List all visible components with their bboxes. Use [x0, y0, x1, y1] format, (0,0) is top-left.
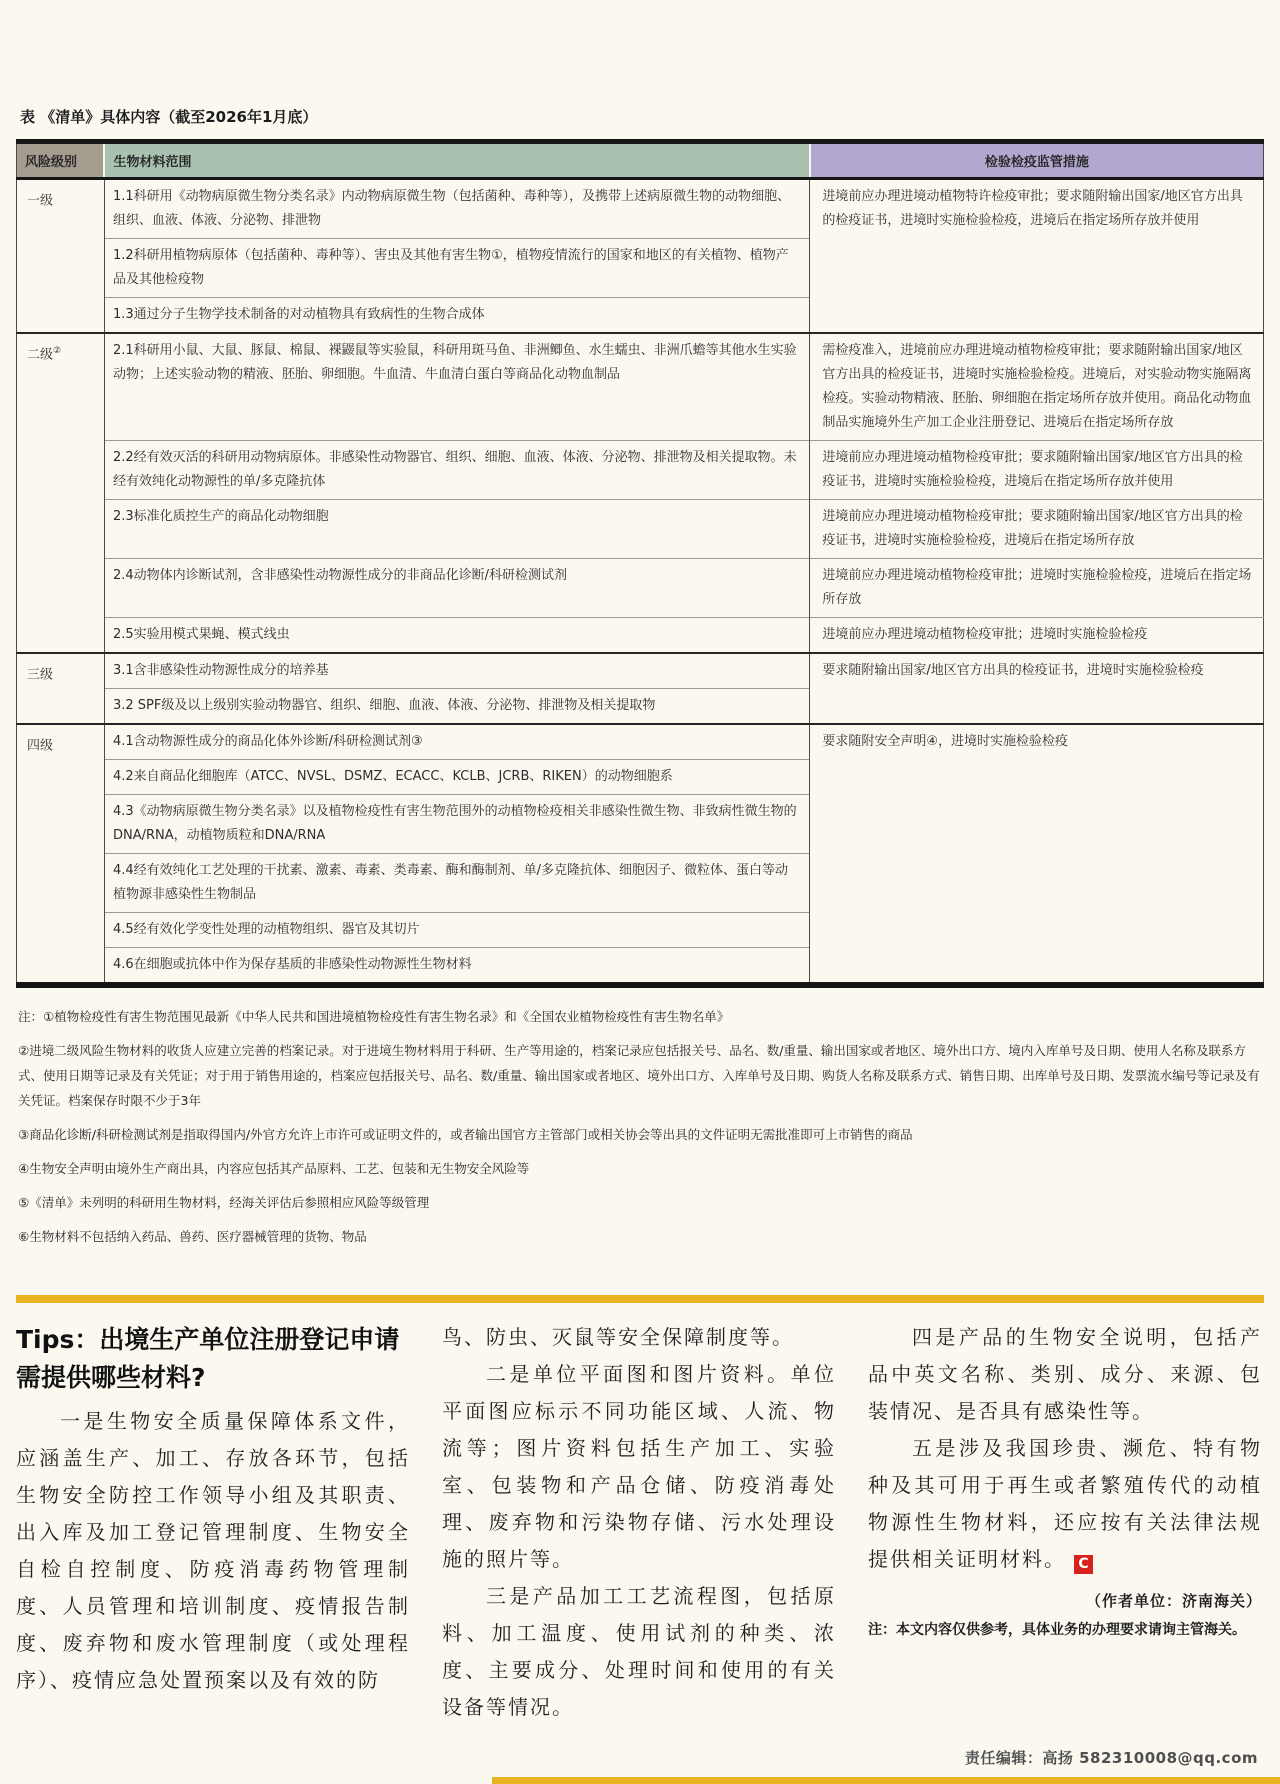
table-row: [17, 333, 1264, 441]
scope-cell-1-2: 1.2科研用植物病原体（包括菌种、毒种等）、害虫及其他有害生物①，植物疫情流行的国家和地区的有关植物、植物产品及其他检疫物: [104, 239, 809, 298]
scope-cell-1-3: 1.3通过分子生物学技术制备的对动植物具有致病性的生物合成体: [104, 298, 809, 334]
measure-cell-2-3: 进境前应办理进境动植物检疫审批；要求随附输出国家/地区官方出具的检疫证书，进境时实施检验检疫，进境后在指定场所存放: [810, 500, 1264, 559]
risk-level-4-label: 四级: [27, 738, 54, 754]
measure-cell-2-4: 进境前应办理进境动植物检疫审批；进境时实施检验检疫，进境后在指定场所存放: [810, 559, 1264, 618]
risk-level-3-label: 三级: [27, 667, 54, 683]
tips-column-3: [868, 1319, 1262, 1726]
measure-cell-level-3: 要求随附输出国家/地区官方出具的检疫证书，进境时实施检验检疫: [810, 653, 1264, 724]
scope-cell-2-1: 2.1科研用小鼠、大鼠、豚鼠、棉鼠、裸鼹鼠等实验鼠，科研用斑马鱼、非洲鲫鱼、水生蠕虫、非洲爪蟾等其他水生实验动物；上述实验动物的精液、胚胎、卵细胞。牛血清、牛血清白蛋白等商品化动物血制品: [104, 333, 809, 441]
table-row: [17, 500, 1264, 559]
footnote-2: ②进境二级风险生物材料的收货人应建立完善的档案记录。对于进境生物材料用于科研、生产等用途的，档案记录应包括报关号、品名、数/重量、输出国家或者地区、境外出口方、境内入库单号及日期、使用人名称及联系方式、使用日期等记录及有关凭证；对于用于销售用途的，档案应包括报关号、品名、数/重量、输出国家或者地区、境外出口方、入库单号及日期、购货人名称及联系方式、销售日期、出库单号及日期、发票流水编号等记录及有关凭证。档案保存时限不少于3年: [18, 1043, 1260, 1108]
footnote-6: ⑥生物材料不包括纳入药品、兽药、医疗器械管理的货物、物品: [18, 1229, 367, 1244]
magazine-page: [0, 106, 1280, 1784]
scope-cell-1-1: 1.1科研用《动物病原微生物分类名录》内动物病原微生物（包括菌种、毒种等），及携带上述病原微生物的动物细胞、组织、血液、体液、分泌物、排泄物: [104, 179, 809, 239]
table-row: [17, 179, 1264, 239]
tips-column-1: [16, 1319, 410, 1726]
tips-column-2: [442, 1319, 836, 1726]
scope-cell-2-3: 2.3标准化质控生产的商品化动物细胞: [104, 500, 809, 559]
table-header-row: [17, 142, 1264, 179]
footnote-4: ④生物安全声明由境外生产商出具，内容应包括其产品原料、工艺、包装和无生物安全风险等: [18, 1161, 530, 1176]
tips-paragraph-5-text: 五是涉及我国珍贵、濒危、特有物种及其可用于再生或者繁殖传代的动植物源性生物材料，还应按有关法律法规提供相关证明材料。: [868, 1436, 1262, 1571]
scope-cell-4-4: 4.4经有效纯化工艺处理的干扰素、激素、毒素、类毒素、酶和酶制剂、单/多克隆抗体、细胞因子、微粒体、蛋白等动植物源非感染性生物制品: [104, 854, 809, 913]
measure-cell-level-1: 进境前应办理进境动植物特许检疫审批；要求随附输出国家/地区官方出具的检疫证书，进境时实施检验检疫，进境后在指定场所存放并使用: [810, 179, 1264, 334]
footnote-5: ⑤《清单》未列明的科研用生物材料，经海关评估后参照相应风险等级管理: [18, 1195, 430, 1210]
risk-level-3-cell: [17, 653, 105, 724]
scope-cell-4-1: 4.1含动物源性成分的商品化体外诊断/科研检测试剂③: [104, 724, 809, 760]
disclaimer-note: 注：本文内容仅供参考，具体业务的办理要求请询主管海关。: [868, 1622, 1246, 1638]
gold-footer-bar: [492, 1777, 1280, 1784]
risk-level-2-sup: ②: [53, 346, 62, 356]
scope-cell-2-2: 2.2经有效灭活的科研用动物病原体。非感染性动物器官、组织、细胞、血液、体液、分泌物、排泄物及相关提取物。未经有效纯化动物源性的单/多克隆抗体: [104, 441, 809, 500]
tips-paragraph-4: 四是产品的生物安全说明，包括产品中英文名称、类别、成分、来源、包装情况、是否具有感染性等。: [868, 1325, 1262, 1423]
table-row: [17, 559, 1264, 618]
scope-cell-4-2: 4.2来自商品化细胞库（ATCC、NVSL、DSMZ、ECACC、KCLB、JCRB、RIKEN）的动物细胞系: [104, 760, 809, 795]
risk-level-2-label: 二级: [27, 347, 54, 363]
footnote-1: 注：①植物检疫性有害生物范围见最新《中华人民共和国进境植物检疫性有害生物名录》和《全国农业植物检疫性有害生物名单》: [18, 1009, 730, 1024]
measure-cell-2-5: 进境前应办理进境动植物检疫审批；进境时实施检验检疫: [810, 618, 1264, 654]
tips-paragraph-1-continued: 鸟、防虫、灭鼠等安全保障制度等。: [442, 1325, 794, 1349]
scope-cell-4-6: 4.6在细胞或抗体中作为保存基质的非感染性动物源性生物材料: [104, 948, 809, 986]
table-row: [17, 653, 1264, 689]
risk-level-4-cell: [17, 724, 105, 985]
scope-cell-4-3: 4.3《动物病原微生物分类名录》以及植物检疫性有害生物范围外的动植物检疫相关非感染性微生物、非致病性微生物的DNA/RNA，动植物质粒和DNA/RNA: [104, 795, 809, 854]
risk-level-2-cell: [17, 333, 105, 653]
scope-cell-4-5: 4.5经有效化学变性处理的动植物组织、器官及其切片: [104, 913, 809, 948]
scope-cell-3-1: 3.1含非感染性动物源性成分的培养基: [104, 653, 809, 689]
table-title: 表 《清单》具体内容（截至2026年1月底）: [20, 108, 318, 126]
col-header-measures: 检验检疫监管措施: [810, 142, 1264, 179]
author-credit: （作者单位：济南海关）: [1085, 1592, 1262, 1610]
scope-cell-2-4: 2.4动物体内诊断试剂，含非感染性动物源性成分的非商品化诊断/科研检测试剂: [104, 559, 809, 618]
gold-divider-bar: [16, 1295, 1264, 1303]
scope-cell-3-2: 3.2 SPF级及以上级别实验动物器官、组织、细胞、血液、体液、分泌物、排泄物及相关提取物: [104, 689, 809, 725]
measure-cell-2-1: 需检疫准入，进境前应办理进境动植物检疫审批；要求随附输出国家/地区官方出具的检疫证书，进境时实施检验检疫。进境后，对实验动物实施隔离检疫。实验动物精液、胚胎、卵细胞在指定场所存放并使用。商品化动物血制品实施境外生产加工企业注册登记、进境后在指定场所存放: [810, 333, 1264, 441]
tips-paragraph-1: 一是生物安全质量保障体系文件，应涵盖生产、加工、存放各环节，包括生物安全防控工作领导小组及其职责、出入库及加工登记管理制度、生物安全自检自控制度、防疫消毒药物管理制度、人员管理和培训制度、疫情报告制度、废弃物和废水管理制度（或处理程序）、疫情应急处置预案以及有效的防: [16, 1409, 410, 1692]
footnote-3: ③商品化诊断/科研检测试剂是指取得国内/外官方允许上市许可或证明文件的，或者输出国官方主管部门或相关协会等出具的文件证明无需批准即可上市销售的商品: [18, 1127, 913, 1142]
risk-level-table: [16, 139, 1264, 988]
measure-cell-level-4: 要求随附安全声明④，进境时实施检验检疫: [810, 724, 1264, 985]
table-footnotes: [18, 1004, 1264, 1249]
table-row: [17, 441, 1264, 500]
scope-cell-2-5: 2.5实验用模式果蝇、模式线虫: [104, 618, 809, 654]
tips-paragraph-3: 三是产品加工工艺流程图，包括原料、加工温度、使用试剂的种类、浓度、主要成分、处理时间和使用的有关设备等情况。: [442, 1584, 836, 1719]
tips-paragraph-5: [868, 1430, 1262, 1578]
table-row: [17, 618, 1264, 654]
risk-level-1-label: 一级: [27, 193, 54, 209]
tips-paragraph-2: 二是单位平面图和图片资料。单位平面图应标示不同功能区域、人流、物流等；图片资料包括生产加工、实验室、包装物和产品仓储、防疫消毒处理、废弃物和污染物存储、污水处理设施的照片等。: [442, 1362, 836, 1571]
measure-cell-2-2: 进境前应办理进境动植物检疫审批；要求随附输出国家/地区官方出具的检疫证书，进境时实施检验检疫，进境后在指定场所存放并使用: [810, 441, 1264, 500]
article-end-mark: C: [1074, 1555, 1093, 1574]
col-header-material-scope: 生物材料范围: [104, 142, 809, 179]
editor-credit: 责任编辑：高扬 582310008@qq.com: [964, 1749, 1258, 1767]
col-header-risk-level: 风险级别: [17, 142, 105, 179]
tips-section: [16, 1319, 1264, 1726]
tips-heading: Tips：出境生产单位注册登记申请需提供哪些材料?: [16, 1325, 400, 1392]
table-row: [17, 724, 1264, 760]
risk-level-1-cell: [17, 179, 105, 334]
